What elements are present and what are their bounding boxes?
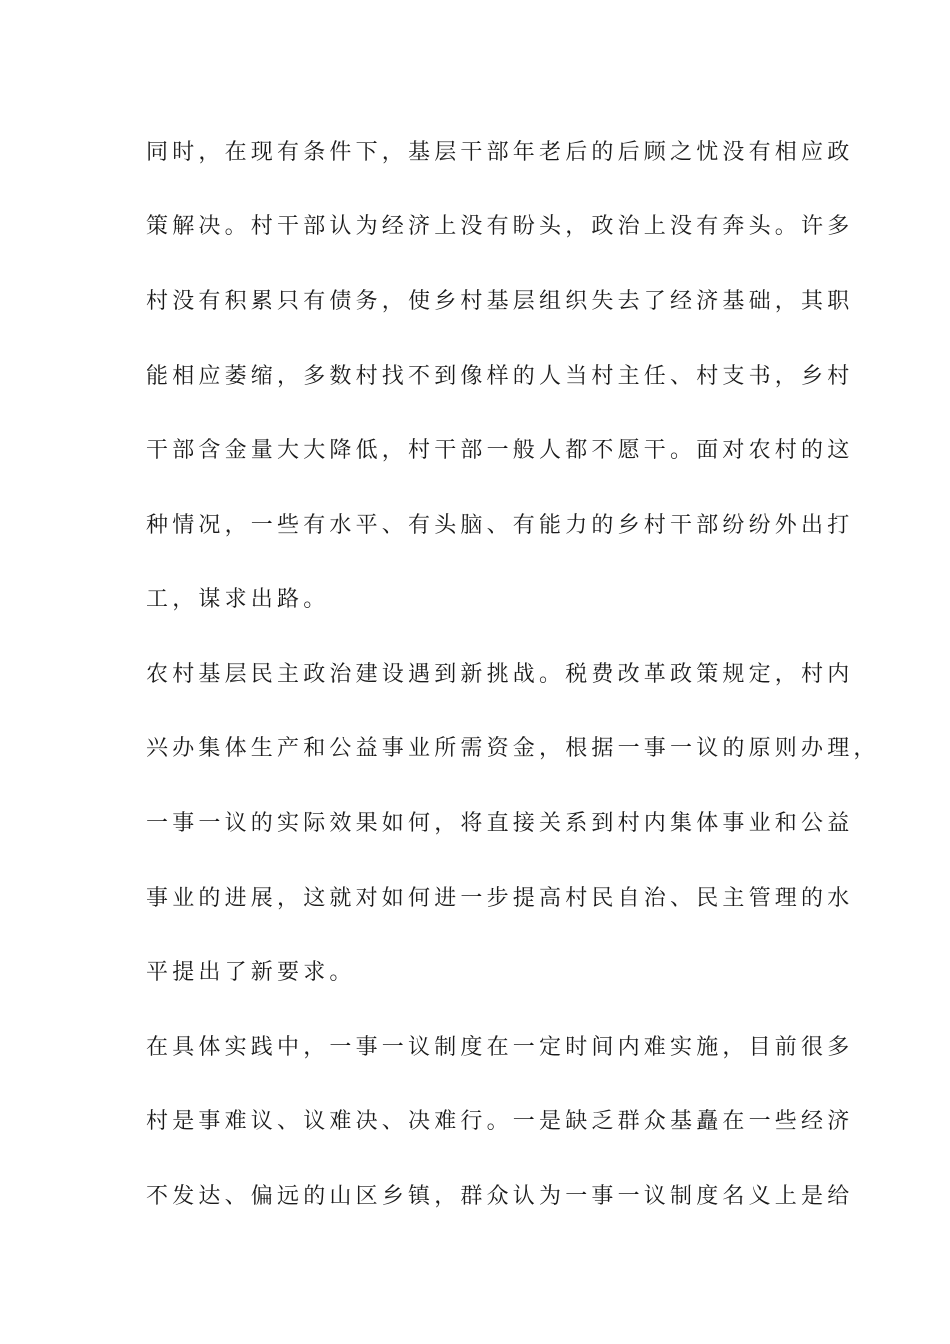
text-line: 村是事难议、议难决、决难行。一是缺乏群众基矗在一些经济 <box>146 1109 854 1134</box>
text-line: 种情况，一些有水平、有头脑、有能力的乡村干部纷纷外出打 <box>146 513 854 538</box>
text-line: 农村基层民主政治建设遇到新挑战。税费改革政策规定，村内 <box>146 662 854 687</box>
text-line: 干部含金量大大降低，村干部一般人都不愿干。面对农村的这 <box>146 438 854 463</box>
text-line: 在具体实践中，一事一议制度在一定时间内难实施，目前很多 <box>146 1035 854 1060</box>
text-line: 不发达、偏远的山区乡镇，群众认为一事一议制度名义上是给 <box>146 1184 854 1209</box>
text-line: 村没有积累只有债务，使乡村基层组织失去了经济基础，其职 <box>146 289 854 314</box>
text-line: 兴办集体生产和公益事业所需资金，根据一事一议的原则办理， <box>146 736 880 761</box>
text-line: 策解决。村干部认为经济上没有盼头，政治上没有奔头。许多 <box>146 214 854 239</box>
text-line: 工，谋求出路。 <box>146 587 330 612</box>
text-line: 事业的进展，这就对如何进一步提高村民自治、民主管理的水 <box>146 886 854 911</box>
text-line: 能相应萎缩，多数村找不到像样的人当村主任、村支书，乡村 <box>146 364 854 389</box>
text-line: 平提出了新要求。 <box>146 960 356 985</box>
text-line: 一事一议的实际效果如何，将直接关系到村内集体事业和公益 <box>146 811 854 836</box>
text-line: 同时，在现有条件下，基层干部年老后的后顾之忧没有相应政 <box>146 140 854 165</box>
